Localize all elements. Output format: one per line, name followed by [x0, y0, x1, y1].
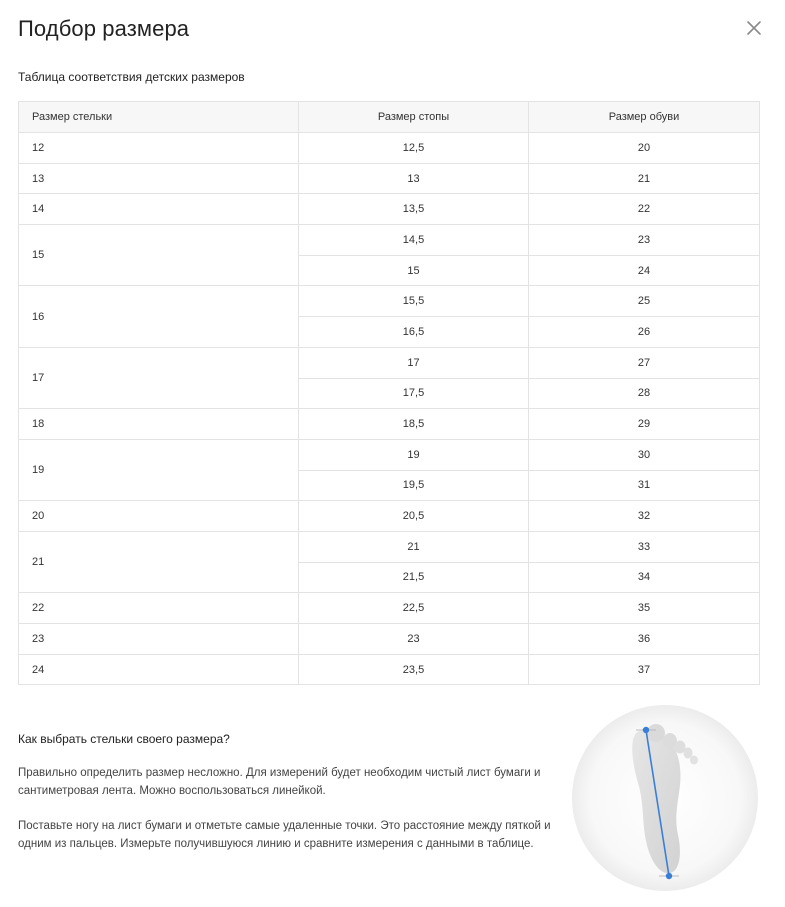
shoe-size-cell: 27 [529, 347, 760, 378]
insole-size-cell: 24 [19, 654, 299, 685]
shoe-size-cell: 34 [529, 562, 760, 593]
header-insole-size: Размер стельки [19, 102, 299, 133]
foot-size-cell: 18,5 [299, 409, 529, 440]
foot-size-cell: 13,5 [299, 194, 529, 225]
table-caption: Таблица соответствия детских размеров [18, 70, 245, 84]
insole-size-cell: 18 [19, 409, 299, 440]
insole-size-cell: 21 [19, 531, 299, 592]
insole-size-cell: 22 [19, 593, 299, 624]
insole-size-cell: 20 [19, 501, 299, 532]
help-paragraph-2: Поставьте ногу на лист бумаги и отметьте самые удаленные точки. Это расстояние между пяткой и одним из пальцев. Измерьте получившуюся линию и сравните измерения с данными в таблице. [18, 820, 551, 850]
foot-size-cell: 14,5 [299, 225, 529, 256]
foot-size-cell: 23,5 [299, 654, 529, 685]
foot-illustration [570, 703, 760, 893]
shoe-size-cell: 21 [529, 163, 760, 194]
foot-size-cell: 13 [299, 163, 529, 194]
foot-measure-icon [570, 703, 760, 893]
table-row [19, 163, 760, 194]
table-row [19, 439, 760, 470]
shoe-size-cell: 32 [529, 501, 760, 532]
insole-size-cell: 12 [19, 133, 299, 164]
shoe-size-cell: 36 [529, 624, 760, 655]
foot-size-cell: 15,5 [299, 286, 529, 317]
insole-size-cell: 23 [19, 624, 299, 655]
insole-size-cell: 17 [19, 347, 299, 408]
insole-size-cell: 16 [19, 286, 299, 347]
shoe-size-cell: 24 [529, 255, 760, 286]
insole-size-cell: 14 [19, 194, 299, 225]
foot-size-cell: 12,5 [299, 133, 529, 164]
table-header-row [19, 102, 760, 133]
shoe-size-cell: 23 [529, 225, 760, 256]
shoe-size-cell: 25 [529, 286, 760, 317]
help-title: Как выбрать стельки своего размера? [18, 732, 230, 746]
foot-size-cell: 17,5 [299, 378, 529, 409]
foot-size-cell: 15 [299, 255, 529, 286]
size-table-body [19, 133, 760, 685]
header-shoe-size: Размер обуви [529, 102, 760, 133]
table-row [19, 624, 760, 655]
table-row [19, 654, 760, 685]
table-row [19, 593, 760, 624]
foot-size-cell: 21,5 [299, 562, 529, 593]
foot-size-cell: 23 [299, 624, 529, 655]
close-button[interactable] [744, 18, 764, 38]
table-row [19, 194, 760, 225]
shoe-size-cell: 28 [529, 378, 760, 409]
shoe-size-cell: 26 [529, 317, 760, 348]
foot-size-cell: 22,5 [299, 593, 529, 624]
foot-size-cell: 19,5 [299, 470, 529, 501]
table-row [19, 501, 760, 532]
table-row [19, 286, 760, 317]
table-row [19, 225, 760, 256]
table-row [19, 133, 760, 164]
help-paragraph-1: Правильно определить размер несложно. Для измерений будет необходим чистый лист бумаги и сантиметровая лента. Можно воспользоваться линейкой. [18, 767, 541, 797]
shoe-size-cell: 22 [529, 194, 760, 225]
foot-size-cell: 17 [299, 347, 529, 378]
modal-title: Подбор размера [18, 16, 190, 41]
foot-size-cell: 20,5 [299, 501, 529, 532]
table-row [19, 409, 760, 440]
foot-size-cell: 21 [299, 531, 529, 562]
table-row [19, 531, 760, 562]
shoe-size-cell: 29 [529, 409, 760, 440]
shoe-size-cell: 35 [529, 593, 760, 624]
table-row [19, 347, 760, 378]
shoe-size-cell: 33 [529, 531, 760, 562]
header-foot-size: Размер стопы [299, 102, 529, 133]
shoe-size-cell: 30 [529, 439, 760, 470]
insole-size-cell: 13 [19, 163, 299, 194]
size-table [18, 101, 760, 685]
shoe-size-cell: 37 [529, 654, 760, 685]
shoe-size-cell: 20 [529, 133, 760, 164]
insole-size-cell: 15 [19, 225, 299, 286]
shoe-size-cell: 31 [529, 470, 760, 501]
foot-size-cell: 16,5 [299, 317, 529, 348]
insole-size-cell: 19 [19, 439, 299, 500]
foot-size-cell: 19 [299, 439, 529, 470]
close-icon [744, 18, 764, 38]
